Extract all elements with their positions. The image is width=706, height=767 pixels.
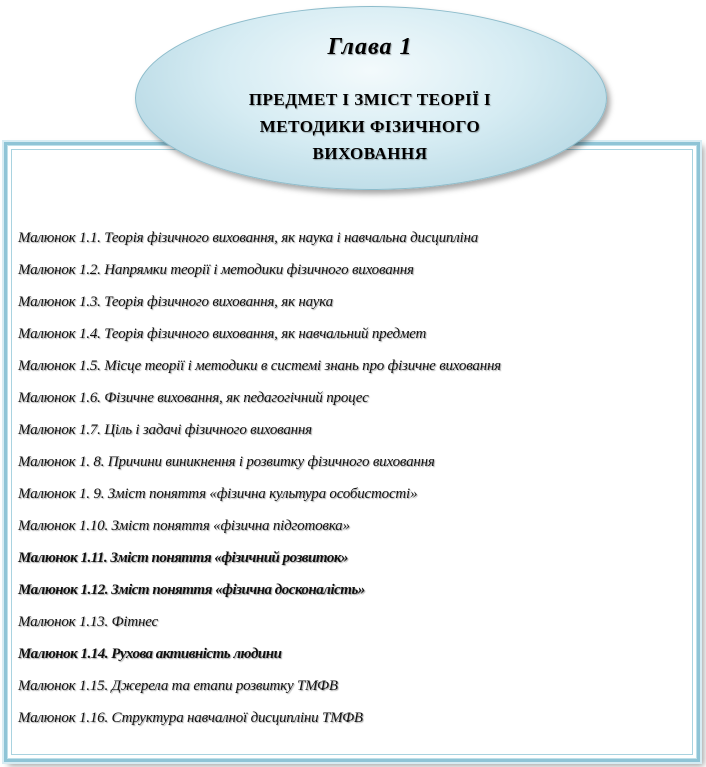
figure-list (18, 222, 501, 734)
figure-list-item[interactable]: Малюнок 1.2. Напрямки теорії і методики фізичного виховання (18, 262, 414, 278)
figure-list-item[interactable]: Малюнок 1.1. Теорія фізичного виховання, як наука і навчальна дисципліна (18, 230, 479, 246)
chapter-label: Глава 1 (327, 34, 413, 60)
figure-list-item[interactable]: Малюнок 1.7. Ціль і задачі фізичного виховання (18, 422, 312, 438)
figure-list-item[interactable]: Малюнок 1.3. Теорія фізичного виховання, як наука (18, 294, 333, 310)
figure-list-item[interactable]: Малюнок 1.10. Зміст поняття «фізична підготовка» (18, 518, 350, 534)
chapter-title-line-1: ПРЕДМЕТ І ЗМІСТ ТЕОРІЇ І (248, 90, 492, 109)
figure-list-item[interactable]: Малюнок 1. 8. Причини виникнення і розвитку фізичного виховання (18, 454, 435, 470)
figure-list-item[interactable]: Малюнок 1.12. Зміст поняття «фізична досконалість» (18, 582, 365, 598)
figure-list-item[interactable]: Малюнок 1.13. Фітнес (18, 614, 158, 630)
figure-list-item[interactable]: Малюнок 1.6. Фізичне виховання, як педагогічний процес (18, 390, 369, 406)
figure-list-item[interactable]: Малюнок 1.4. Теорія фізичного виховання, як навчальний предмет (18, 326, 427, 342)
figure-list-item[interactable]: Малюнок 1.16. Структура навчалної дисципліни ТМФВ (18, 710, 363, 726)
figure-list-item[interactable]: Малюнок 1.5. Місце теорії і методики в системі знань про фізичне виховання (18, 358, 501, 374)
figure-list-item[interactable]: Малюнок 1.15. Джерела та етапи розвитку ТМФВ (18, 678, 338, 694)
chapter-title (205, 86, 535, 167)
figure-list-item[interactable]: Малюнок 1.11. Зміст поняття «фізичний розвиток» (18, 550, 348, 566)
chapter-title-line-2: МЕТОДИКИ ФІЗИЧНОГО (259, 117, 481, 136)
figure-list-item[interactable]: Малюнок 1.14. Рухова активність людини (18, 646, 282, 662)
chapter-title-line-3: ВИХОВАННЯ (312, 144, 428, 163)
figure-list-item[interactable]: Малюнок 1. 9. Зміст поняття «фізична культура особистості» (18, 486, 418, 502)
